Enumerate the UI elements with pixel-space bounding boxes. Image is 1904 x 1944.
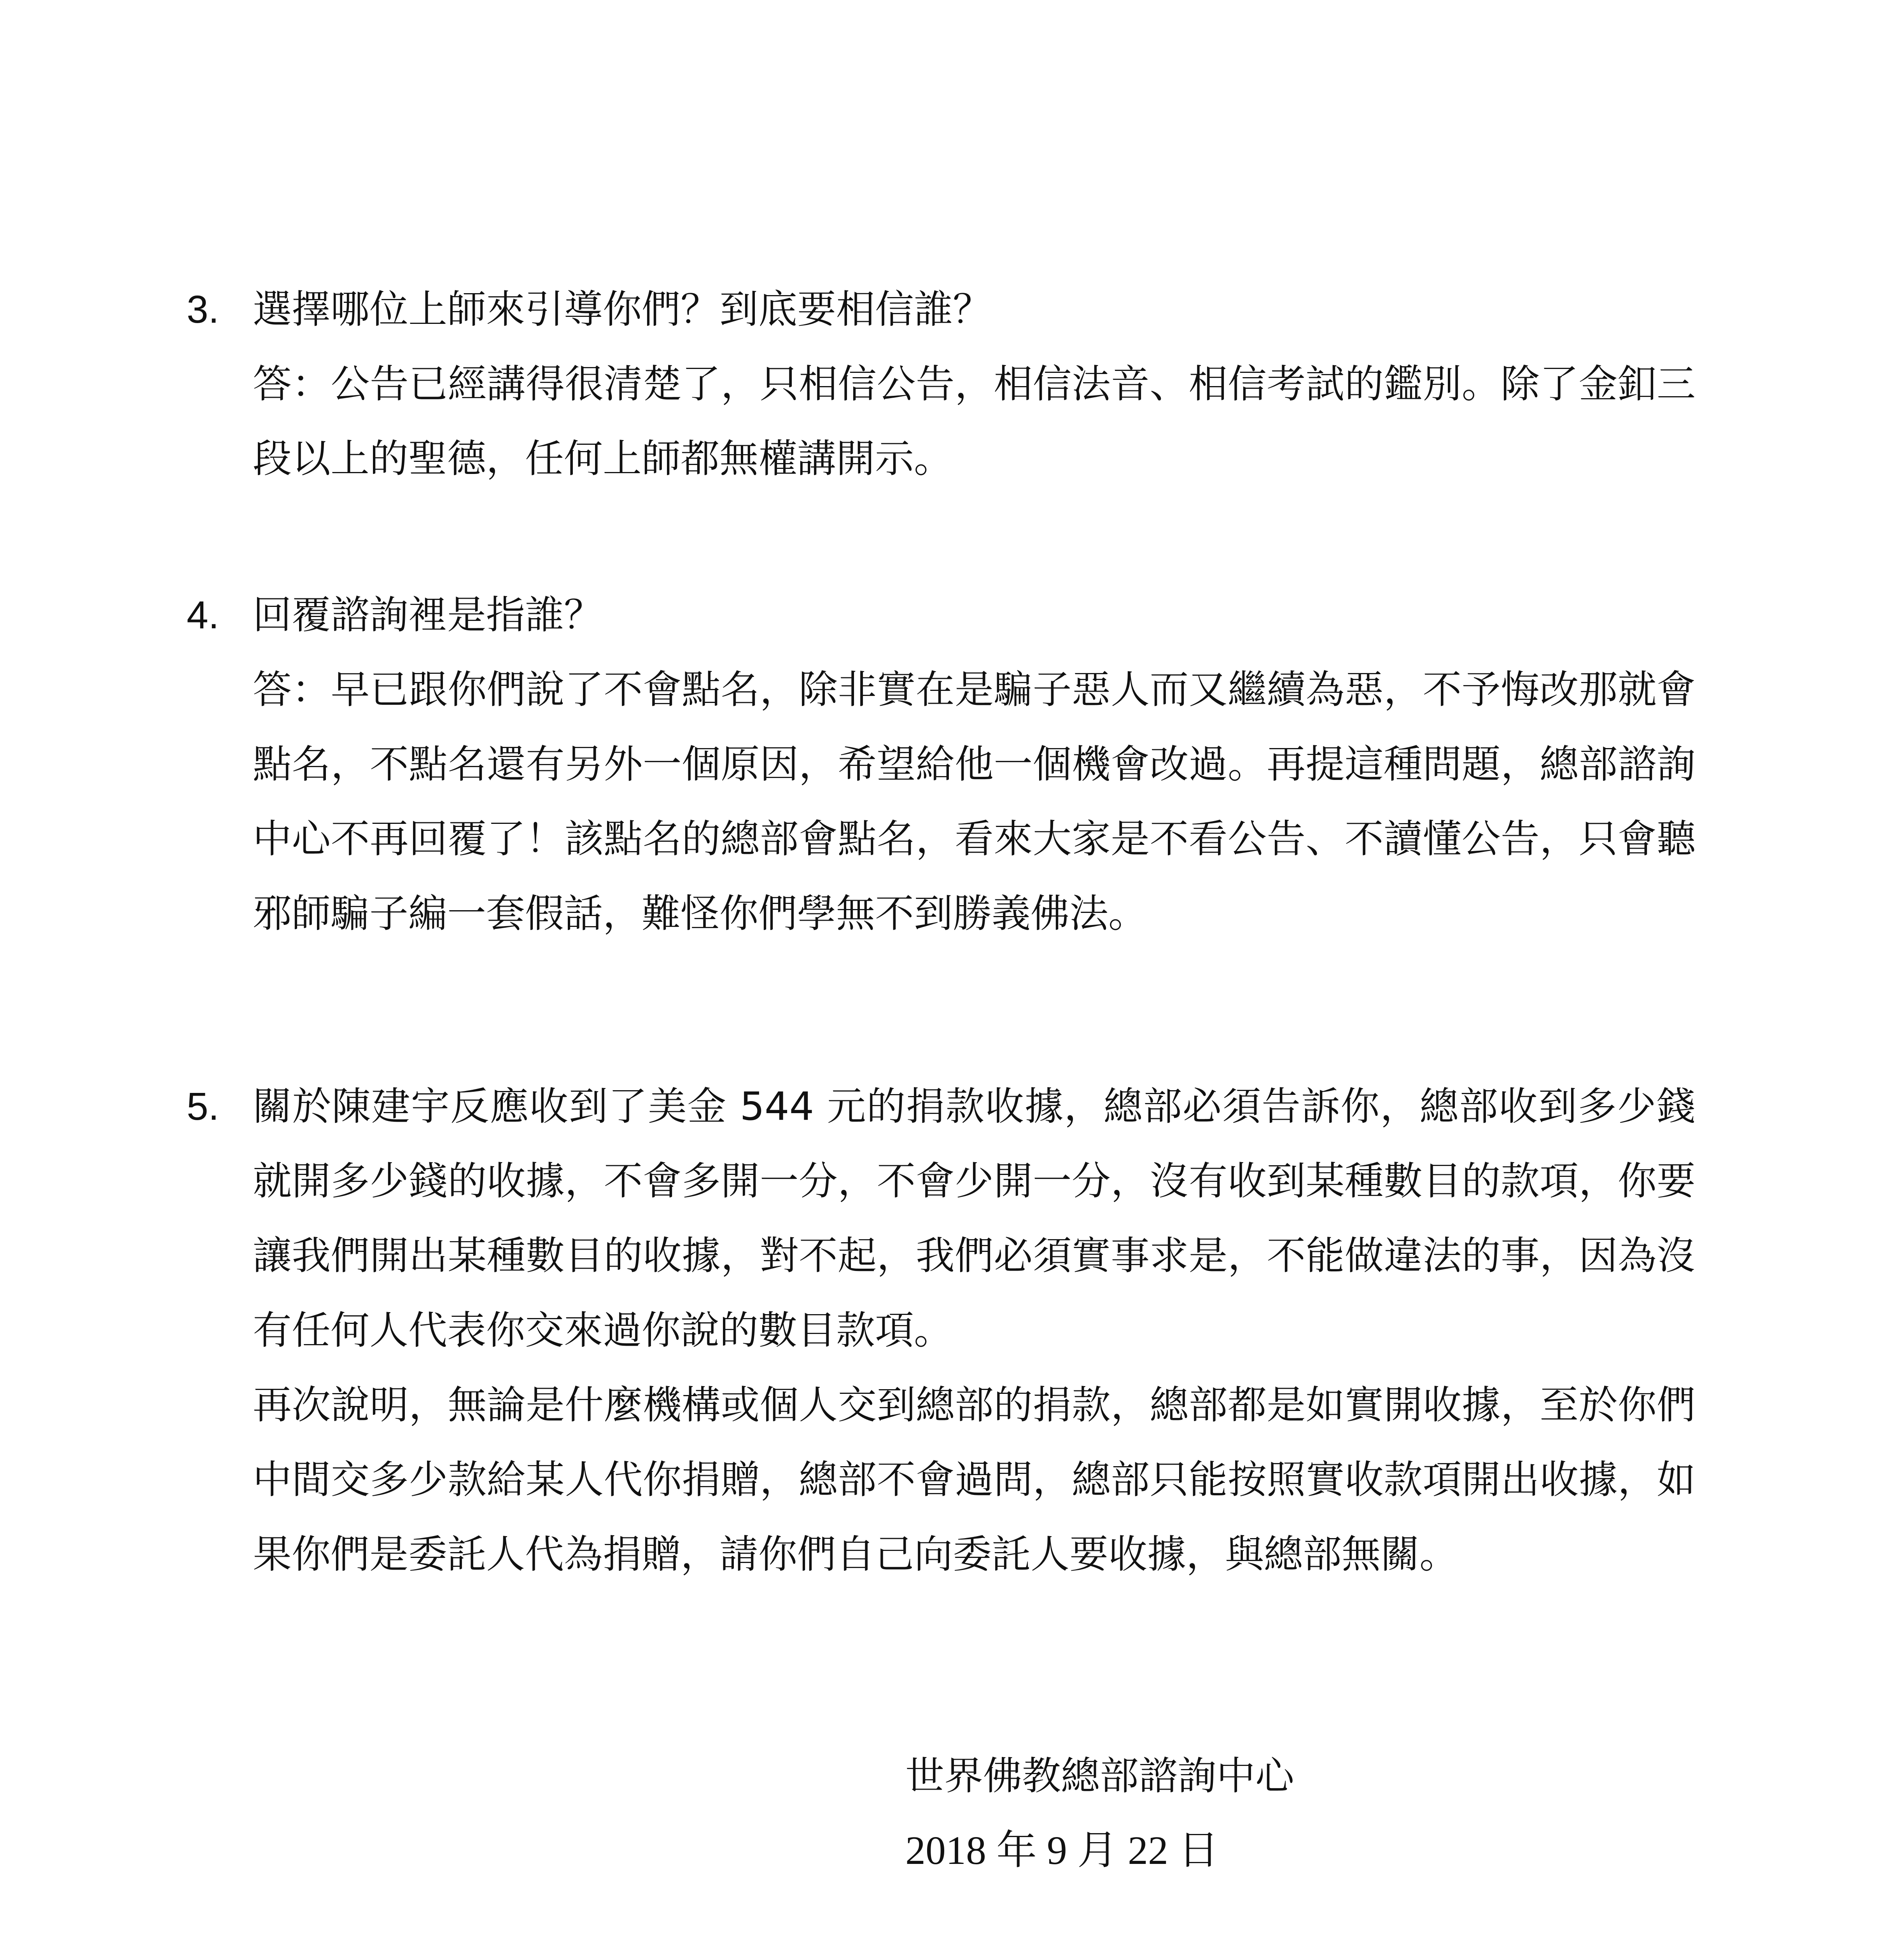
- qa-item-5: [187, 1069, 1696, 1592]
- item-answer: 答：公告已經講得很清楚了，只相信公告，相信法音、相信考試的鑑別。除了金釦三段以上的聖德，任何上師都無權講開示。: [253, 361, 1696, 481]
- item-paragraph: 關於陳建宇反應收到了美金 544 元的捐款收據，總部必須告訴你，總部收到多少錢就開多少錢的收據，不會多開一分，不會少開一分，沒有收到某種數目的款項，你要讓我們開出某種數目的收據，對不起，我們必須實事求是，不能做違法的事，因為沒有任何人代表你交來過你說的數目款項。: [253, 1084, 1696, 1353]
- item-answer: 答：早已跟你們說了不會點名，除非實在是騙子惡人而又繼續為惡，不予悔改那就會點名，不點名還有另外一個原因，希望給他一個機會改過。再提這種問題，總部諮詢中心不再回覆了！該點名的總部會點名，看來大家是不看公告、不讀懂公告，只會聽邪師騙子編一套假話，難怪你們學無不到勝義佛法。: [253, 667, 1696, 936]
- item-number: 4.: [187, 593, 219, 637]
- qa-item-3: [187, 272, 1696, 496]
- item-body: [253, 272, 1696, 496]
- item-number: 5.: [187, 1085, 219, 1128]
- item-body: [253, 578, 1696, 951]
- signature-block: [905, 1739, 1294, 1888]
- signature-organization: 世界佛教總部諮詢中心: [905, 1753, 1294, 1799]
- signature-date: 2018 年 9 月 22 日: [905, 1828, 1219, 1873]
- item-question: 回覆諮詢裡是指誰？: [253, 592, 603, 638]
- qa-item-4: [187, 578, 1696, 951]
- item-question: 選擇哪位上師來引導你們？到底要相信誰？: [253, 287, 992, 332]
- item-paragraph: 再次說明，無論是什麼機構或個人交到總部的捐款，總部都是如實開收據，至於你們中間交多少款給某人代你捐贈，總部不會過問，總部只能按照實收款項開出收據，如果你們是委託人代為捐贈，請你們自己向委託人要收據，與總部無關。: [253, 1382, 1696, 1577]
- item-number: 3.: [187, 288, 219, 331]
- item-body: [253, 1069, 1696, 1592]
